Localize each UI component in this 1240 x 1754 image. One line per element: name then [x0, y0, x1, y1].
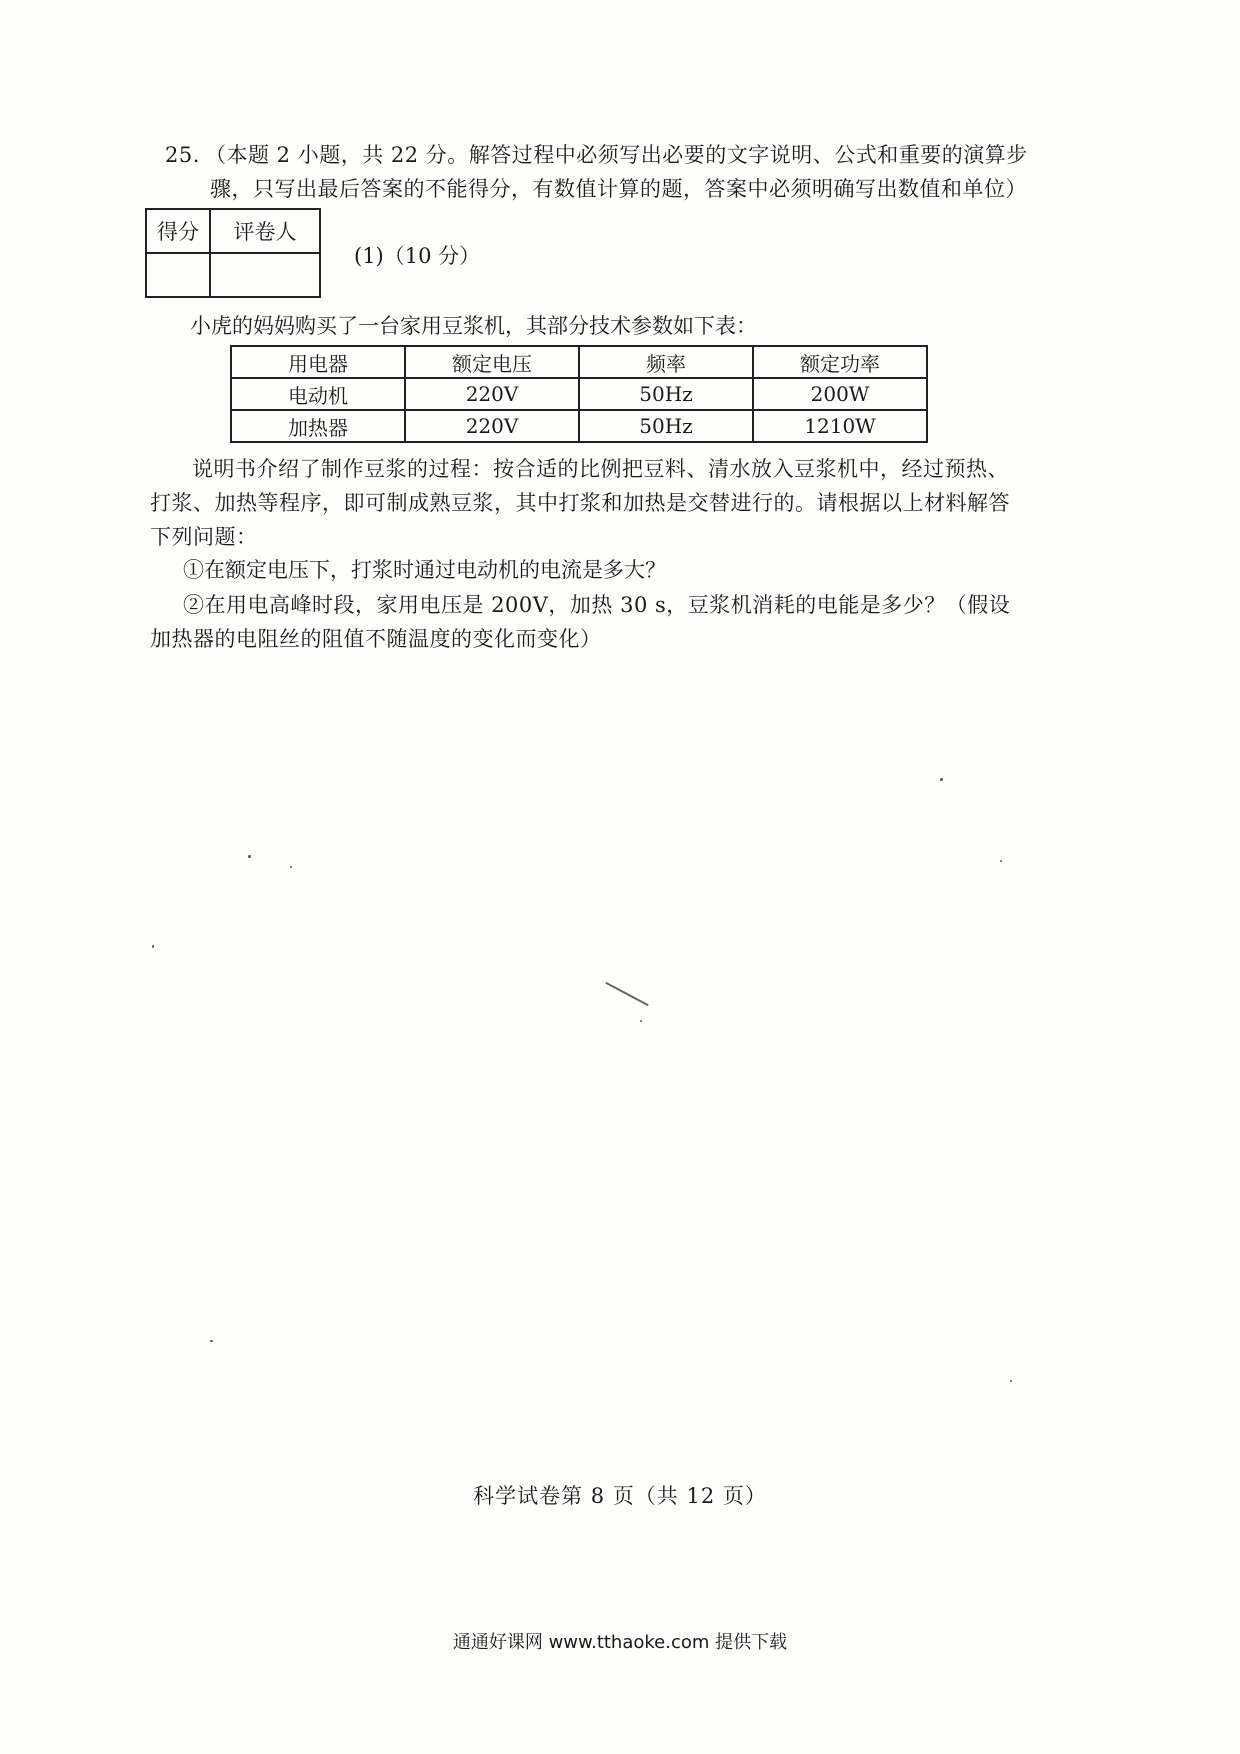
sub-question-label: (1)（10 分）: [354, 244, 481, 268]
intro-text: 小虎的妈妈购买了一台家用豆浆机，其部分技术参数如下表：: [190, 314, 757, 338]
spec-cell: 加热器: [231, 410, 405, 442]
scan-speck: [640, 1020, 642, 1022]
sub-question-2: ②在用电高峰时段，家用电压是 200V，加热 30 s，豆浆机消耗的电能是多少？（假设加热器的电阻丝的阻值不随温度的变化而变化）: [150, 593, 1011, 651]
grader-cell: [210, 253, 320, 297]
scan-speck: [210, 1340, 213, 1342]
question-header: [165, 138, 1035, 206]
grader-header: 评卷人: [210, 209, 320, 253]
scan-speck: [248, 855, 251, 858]
spec-header: 额定功率: [753, 346, 927, 378]
spec-cell: 220V: [405, 410, 579, 442]
sub-question-1: ①在额定电压下，打浆时通过电动机的电流是多大？: [183, 558, 666, 582]
spec-cell: 200W: [753, 378, 927, 410]
spec-header: 用电器: [231, 346, 405, 378]
question-header-line2: 骤，只写出最后答案的不能得分，有数值计算的题，答案中必须明确写出数值和单位）: [210, 177, 1027, 201]
spec-header: 频率: [579, 346, 753, 378]
score-box: [145, 208, 321, 298]
download-note: 通通好课网 www.tthaoke.com 提供下载: [452, 1632, 788, 1653]
scan-speck: [1000, 860, 1002, 862]
question-header-line1: （本题 2 小题，共 22 分。解答过程中必须写出必要的文字说明、公式和重要的演算步: [205, 143, 1028, 167]
scan-speck: [940, 778, 943, 781]
spec-cell: 220V: [405, 378, 579, 410]
spec-table-row: [231, 378, 927, 410]
description-paragraph: 说明书介绍了制作豆浆的过程：按合适的比例把豆料、清水放入豆浆机中，经过预热、打浆、加热等程序，即可制成熟豆浆，其中打浆和加热是交替进行的。请根据以上材料解答下列问题：: [150, 457, 1010, 549]
spec-cell: 50Hz: [579, 378, 753, 410]
spec-header: 额定电压: [405, 346, 579, 378]
scan-speck: [152, 945, 154, 948]
page-footer: 科学试卷第 8 页（共 12 页）: [473, 1484, 767, 1508]
score-cell: [146, 253, 210, 297]
question-number: 25.: [165, 143, 200, 167]
spec-cell: 电动机: [231, 378, 405, 410]
spec-table: [230, 345, 928, 443]
spec-table-row: [231, 410, 927, 442]
scan-speck: [1010, 1380, 1012, 1382]
scan-speck: [290, 866, 292, 868]
spec-table-header-row: [231, 346, 927, 378]
spec-cell: 1210W: [753, 410, 927, 442]
scan-mark: [605, 982, 648, 1006]
spec-cell: 50Hz: [579, 410, 753, 442]
score-header: 得分: [146, 209, 210, 253]
